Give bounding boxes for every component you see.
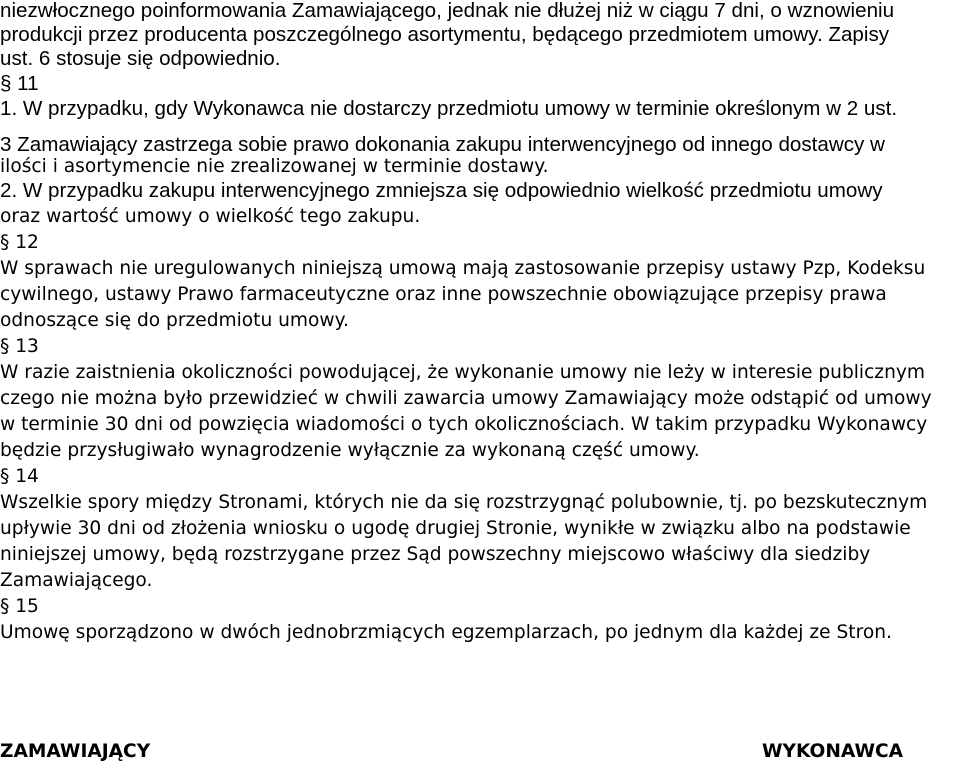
paragraph-line: niezwłocznego poinformowania Zamawiającego, jednak nie dłużej niż w ciągu 7 dni, o wznowieniu	[0, 0, 895, 22]
paragraph-line: cywilnego, ustawy Prawo farmaceutyczne oraz inne powszechnie obowiązujące przepisy prawa	[0, 284, 887, 305]
paragraph-line: produkcji przez producenta poszczególnego asortymentu, będącego przedmiotem umowy. Zapisy	[0, 23, 890, 46]
paragraph-line: odnoszące się do przedmiotu umowy.	[0, 310, 349, 331]
paragraph-line: niniejszej umowy, będą rozstrzygane przez Sąd powszechny miejscowo właściwy dla siedziby	[0, 544, 871, 565]
paragraph-line: 2. W przypadku zakupu interwencyjnego zmniejsza się odpowiednio wielkość przedmiotu umowy	[0, 179, 883, 202]
paragraph-line: Zamawiającego.	[0, 570, 153, 591]
section-heading-15: § 15	[0, 596, 39, 617]
paragraph-line: będzie przysługiwało wynagrodzenie wyłącznie za wykonaną część umowy.	[0, 440, 700, 461]
section-heading-14: § 14	[0, 466, 39, 487]
paragraph-line: Wszelkie spory między Stronami, których nie da się rozstrzygnąć polubownie, tj. po bezskutecznym	[0, 492, 928, 513]
section-heading-12: § 12	[0, 232, 39, 253]
signature-wykonawca: WYKONAWCA	[762, 741, 904, 762]
paragraph-line: upływie 30 dni od złożenia wniosku o ugodę drugiej Stronie, wynikłe w związku albo na podstawie	[0, 518, 911, 539]
paragraph-line: Umowę sporządzono w dwóch jednobrzmiących egzemplarzach, po jednym dla każdej ze Stron.	[0, 622, 892, 643]
signature-zamawiajacy: ZAMAWIAJĄCY	[0, 741, 151, 762]
paragraph-line: czego nie można było przewidzieć w chwili zawarcia umowy Zamawiający może odstąpić od umowy	[0, 388, 932, 409]
paragraph-line: w terminie 30 dni od powzięcia wiadomości o tych okolicznościach. W takim przypadku Wykonawcy	[0, 414, 928, 435]
paragraph-line: W razie zaistnienia okoliczności powodującej, że wykonanie umowy nie leży w interesie publicznym	[0, 362, 925, 383]
paragraph-line: W sprawach nie uregulowanych niniejszą umową mają zastosowanie przepisy ustawy Pzp, Kodeksu	[0, 258, 926, 279]
paragraph-line: 1. W przypadku, gdy Wykonawca nie dostarczy przedmiotu umowy w terminie określonym w 2 ust.	[0, 97, 898, 120]
section-heading-11: § 11	[0, 72, 39, 95]
paragraph-line: ilości i asortymencie nie zrealizowanej w terminie dostawy.	[0, 156, 549, 177]
paragraph-line: ust. 6 stosuje się odpowiednio.	[0, 47, 281, 70]
paragraph-line: 3 Zamawiający zastrzega sobie prawo dokonania zakupu interwencyjnego od innego dostawcy w	[0, 133, 885, 156]
paragraph-line: oraz wartość umowy o wielkość tego zakupu.	[0, 206, 421, 227]
section-heading-13: § 13	[0, 336, 39, 357]
